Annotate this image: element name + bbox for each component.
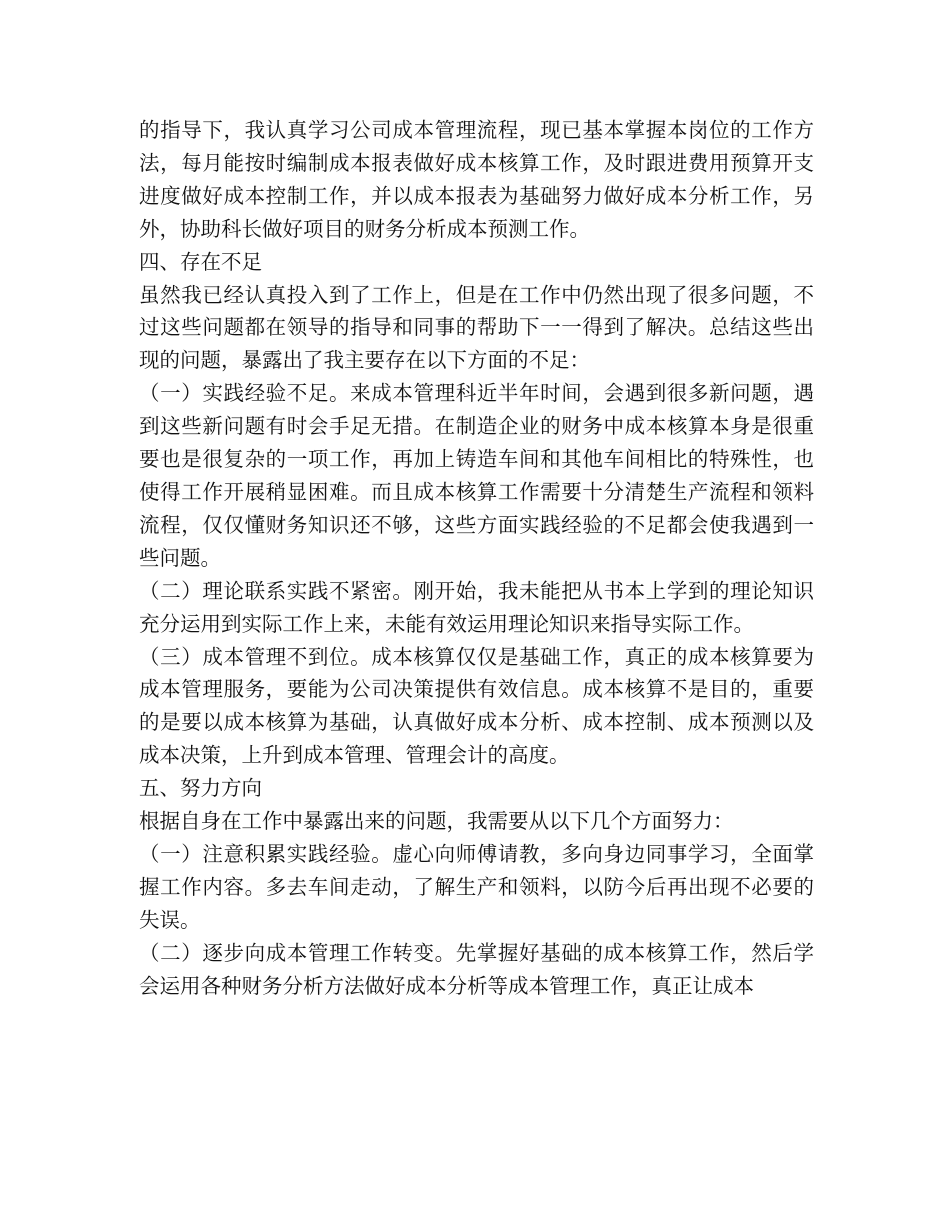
paragraph-shortcoming-1: （一）实践经验不足。来成本管理科近半年时间，会遇到很多新问题，遇到这些新问题有时会手足无措。在制造企业的财务中成本核算本身是很重要也是很复杂的一项工作，再加上铸造车间和其他车间相比的特殊性，也使得工作开展稍显困难。而且成本核算工作需要十分清楚生产流程和领料流程，仅仅懂财务知识还不够，这些方面实践经验的不足都会使我遇到一些问题。 (139, 381, 814, 570)
document-body (139, 114, 814, 1002)
paragraph-shortcoming-3: （三）成本管理不到位。成本核算仅仅是基础工作，真正的成本核算要为成本管理服务，要能为公司决策提供有效信息。成本核算不是目的，重要的是要以成本核算为基础，认真做好成本分析、成本控制、成本预测以及成本决策，上升到成本管理、管理会计的高度。 (139, 644, 814, 768)
paragraph-intro-continuation: 的指导下，我认真学习公司成本管理流程，现已基本掌握本岗位的工作方法，每月能按时编制成本报表做好成本核算工作，及时跟进费用预算开支进度做好成本控制工作，并以成本报表为基础努力做好成本分析工作，另外，协助科长做好项目的财务分析成本预测工作。 (139, 118, 814, 241)
section-heading-shortcomings: 四、存在不足 (139, 249, 262, 274)
section-heading-direction: 五、努力方向 (139, 776, 262, 801)
paragraph-direction-intro: 根据自身在工作中暴露出来的问题，我需要从以下几个方面努力： (139, 809, 734, 834)
paragraph-shortcoming-2: （二）理论联系实践不紧密。刚开始，我未能把从书本上学到的理论知识充分运用到实际工作上来，未能有效运用理论知识来指导实际工作。 (139, 578, 814, 636)
paragraph-direction-2: （二）逐步向成本管理工作转变。先掌握好基础的成本核算工作，然后学会运用各种财务分析方法做好成本分析等成本管理工作，真正让成本 (139, 940, 814, 998)
paragraph-shortcomings-summary: 虽然我已经认真投入到了工作上，但是在工作中仍然出现了很多问题，不过这些问题都在领导的指导和同事的帮助下一一得到了解决。总结这些出现的问题，暴露出了我主要存在以下方面的不足： (139, 282, 814, 373)
paragraph-direction-1: （一）注意积累实践经验。虚心向师傅请教，多向身边同事学习，全面掌握工作内容。多去车间走动，了解生产和领料，以防今后再出现不必要的失误。 (139, 841, 814, 932)
